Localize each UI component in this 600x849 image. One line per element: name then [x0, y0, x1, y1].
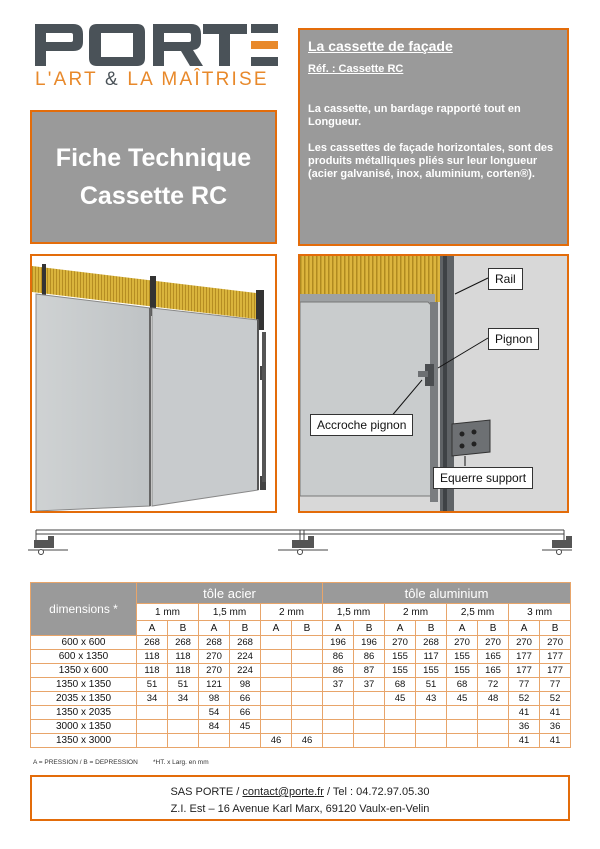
cassette-profile-drawing [28, 522, 572, 572]
table-cell: 270 [199, 664, 230, 678]
table-cell: 177 [540, 664, 571, 678]
table-cell [416, 706, 447, 720]
description-paragraph-1: La cassette, un bardage rapporté tout en Longueur. [308, 103, 521, 128]
fixing-detail-diagram [298, 254, 569, 513]
table-cell: 165 [478, 650, 509, 664]
table-cell: 270 [478, 636, 509, 650]
table-cell: 117 [416, 650, 447, 664]
title-line-2: Cassette RC [79, 182, 228, 210]
table-cell [292, 678, 323, 692]
table-cell: 36 [509, 720, 540, 734]
table-cell [137, 734, 168, 748]
porte-logo [33, 22, 283, 98]
table-cell [416, 720, 447, 734]
note-pression: A = PRESSION / B = DEPRESSION [33, 759, 138, 766]
thickness-header: 2 mm [385, 604, 447, 621]
phone: / Tel : 04.72.97.05.30 [326, 786, 430, 798]
table-cell: 43 [416, 692, 447, 706]
ab-header: A [323, 621, 354, 636]
table-cell [478, 720, 509, 734]
row-dimension: 1350 x 2035 [31, 706, 137, 720]
table-cell [199, 734, 230, 748]
table-cell: 51 [168, 678, 199, 692]
table-cell: 177 [540, 650, 571, 664]
ab-header: A [199, 621, 230, 636]
table-cell: 86 [323, 650, 354, 664]
table-cell: 177 [509, 650, 540, 664]
title-line-1: Fiche Technique [55, 144, 252, 172]
table-cell: 87 [354, 664, 385, 678]
table-cell [385, 720, 416, 734]
table-cell: 41 [509, 706, 540, 720]
table-cell: 77 [509, 678, 540, 692]
table-cell: 41 [540, 734, 571, 748]
note-dimensions: *HT. x Larg. en mm [153, 759, 209, 766]
table-cell: 84 [199, 720, 230, 734]
load-table [30, 582, 570, 748]
table-cell: 155 [447, 650, 478, 664]
table-cell [292, 692, 323, 706]
table-cell: 68 [447, 678, 478, 692]
table-cell: 268 [137, 636, 168, 650]
table-cell: 41 [540, 706, 571, 720]
table-cell: 51 [416, 678, 447, 692]
separator: / [236, 786, 240, 798]
thickness-header: 1,5 mm [199, 604, 261, 621]
table-cell: 52 [540, 692, 571, 706]
table-cell [323, 706, 354, 720]
table-cell: 196 [323, 636, 354, 650]
logo-tagline: L'ART & LA MAÎTRISE [35, 69, 269, 90]
table-cell [292, 650, 323, 664]
table-cell: 77 [540, 678, 571, 692]
table-cell [261, 636, 292, 650]
table-cell: 37 [323, 678, 354, 692]
table-notes [30, 759, 570, 770]
ab-header: A [509, 621, 540, 636]
table-row [31, 734, 571, 748]
callout-pignon: Pignon [488, 328, 539, 350]
table-cell: 155 [385, 664, 416, 678]
ab-header: B [292, 621, 323, 636]
description-ref: Réf. : Cassette RC [308, 63, 404, 75]
table-cell: 155 [447, 664, 478, 678]
table-row [31, 636, 571, 650]
table-cell: 165 [478, 664, 509, 678]
table-cell: 270 [199, 650, 230, 664]
table-row [31, 678, 571, 692]
table-cell [137, 706, 168, 720]
table-cell: 268 [230, 636, 261, 650]
table-cell: 37 [354, 678, 385, 692]
ab-header: A [261, 621, 292, 636]
row-dimension: 1350 x 3000 [31, 734, 137, 748]
callout-rail: Rail [488, 268, 523, 290]
thickness-header: 1,5 mm [323, 604, 385, 621]
table-cell [168, 706, 199, 720]
table-cell [292, 664, 323, 678]
table-cell: 270 [540, 636, 571, 650]
table-cell: 270 [385, 636, 416, 650]
table-cell: 48 [478, 692, 509, 706]
table-cell [261, 664, 292, 678]
table-cell [323, 734, 354, 748]
title-box [30, 110, 277, 244]
table-row [31, 720, 571, 734]
row-dimension: 600 x 1350 [31, 650, 137, 664]
table-cell: 118 [137, 650, 168, 664]
facade-render-image [30, 254, 277, 513]
table-cell [292, 720, 323, 734]
table-cell: 68 [385, 678, 416, 692]
table-cell: 268 [168, 636, 199, 650]
table-cell: 46 [261, 734, 292, 748]
table-cell [168, 720, 199, 734]
table-row [31, 664, 571, 678]
load-table-grid [30, 582, 571, 748]
table-row [31, 650, 571, 664]
description-paragraph-2: Les cassettes de façade horizontales, sont des produits métalliques pliés sur leur longueur (acier galvanisé, inox, aluminium, corten®). [308, 142, 554, 180]
table-cell [323, 692, 354, 706]
table-cell: 196 [354, 636, 385, 650]
thickness-header: 2 mm [261, 604, 323, 621]
table-cell: 46 [292, 734, 323, 748]
email-link[interactable]: contact@porte.fr [242, 786, 324, 798]
table-cell [354, 734, 385, 748]
table-cell [416, 734, 447, 748]
row-dimension: 1350 x 600 [31, 664, 137, 678]
ab-header: B [478, 621, 509, 636]
table-cell [137, 720, 168, 734]
table-cell: 121 [199, 678, 230, 692]
callout-accroche-pignon: Accroche pignon [310, 414, 413, 436]
table-row [31, 692, 571, 706]
ab-header: A [137, 621, 168, 636]
table-cell: 270 [447, 636, 478, 650]
row-dimension: 2035 x 1350 [31, 692, 137, 706]
table-cell [261, 678, 292, 692]
table-cell: 72 [478, 678, 509, 692]
porte-wordmark [33, 22, 278, 68]
table-cell [385, 734, 416, 748]
table-cell [447, 734, 478, 748]
table-cell: 155 [416, 664, 447, 678]
table-cell: 52 [509, 692, 540, 706]
thickness-header: 1 mm [137, 604, 199, 621]
table-cell: 34 [137, 692, 168, 706]
table-cell: 98 [230, 678, 261, 692]
table-cell: 54 [199, 706, 230, 720]
ab-header: B [354, 621, 385, 636]
table-cell: 177 [509, 664, 540, 678]
ab-header: B [230, 621, 261, 636]
table-cell [354, 692, 385, 706]
table-cell: 45 [385, 692, 416, 706]
table-cell: 34 [168, 692, 199, 706]
ab-header: A [385, 621, 416, 636]
table-header-row [31, 583, 571, 604]
table-cell [261, 720, 292, 734]
table-cell: 66 [230, 706, 261, 720]
table-cell [323, 720, 354, 734]
table-cell [354, 706, 385, 720]
table-cell [478, 734, 509, 748]
table-cell: 41 [509, 734, 540, 748]
description-title: La cassette de façade [308, 38, 453, 54]
table-cell: 86 [354, 650, 385, 664]
table-cell: 51 [137, 678, 168, 692]
table-row [31, 706, 571, 720]
table-cell [168, 734, 199, 748]
ab-header: B [168, 621, 199, 636]
table-cell: 66 [230, 692, 261, 706]
table-cell: 155 [385, 650, 416, 664]
table-cell: 118 [168, 664, 199, 678]
table-cell: 45 [230, 720, 261, 734]
thickness-header: 3 mm [509, 604, 571, 621]
table-cell: 268 [416, 636, 447, 650]
row-dimension: 3000 x 1350 [31, 720, 137, 734]
dimensions-header: dimensions * [31, 583, 137, 636]
table-cell: 118 [137, 664, 168, 678]
ab-header: A [447, 621, 478, 636]
ab-header: B [540, 621, 571, 636]
table-cell: 268 [199, 636, 230, 650]
table-cell: 86 [323, 664, 354, 678]
table-cell [230, 734, 261, 748]
table-cell [354, 720, 385, 734]
table-cell [292, 636, 323, 650]
description-box [298, 28, 569, 246]
footer-contact [30, 775, 570, 821]
table-cell: 224 [230, 664, 261, 678]
row-dimension: 1350 x 1350 [31, 678, 137, 692]
table-cell [261, 706, 292, 720]
table-cell: 45 [447, 692, 478, 706]
table-cell [447, 706, 478, 720]
table-cell [261, 650, 292, 664]
ab-header: B [416, 621, 447, 636]
row-dimension: 600 x 600 [31, 636, 137, 650]
table-cell: 118 [168, 650, 199, 664]
thickness-header: 2,5 mm [447, 604, 509, 621]
table-cell [385, 706, 416, 720]
table-cell [292, 706, 323, 720]
group-header-aluminium: tôle aluminium [323, 583, 571, 604]
group-header-acier: tôle acier [137, 583, 323, 604]
table-cell: 36 [540, 720, 571, 734]
table-cell [447, 720, 478, 734]
callout-equerre-support: Equerre support [433, 467, 533, 489]
table-cell [261, 692, 292, 706]
table-cell: 270 [509, 636, 540, 650]
table-cell [478, 706, 509, 720]
table-cell: 224 [230, 650, 261, 664]
table-cell: 98 [199, 692, 230, 706]
company-name: SAS PORTE [170, 786, 234, 798]
address: Z.I. Est – 16 Avenue Karl Marx, 69120 Vaulx-en-Velin [170, 803, 430, 815]
